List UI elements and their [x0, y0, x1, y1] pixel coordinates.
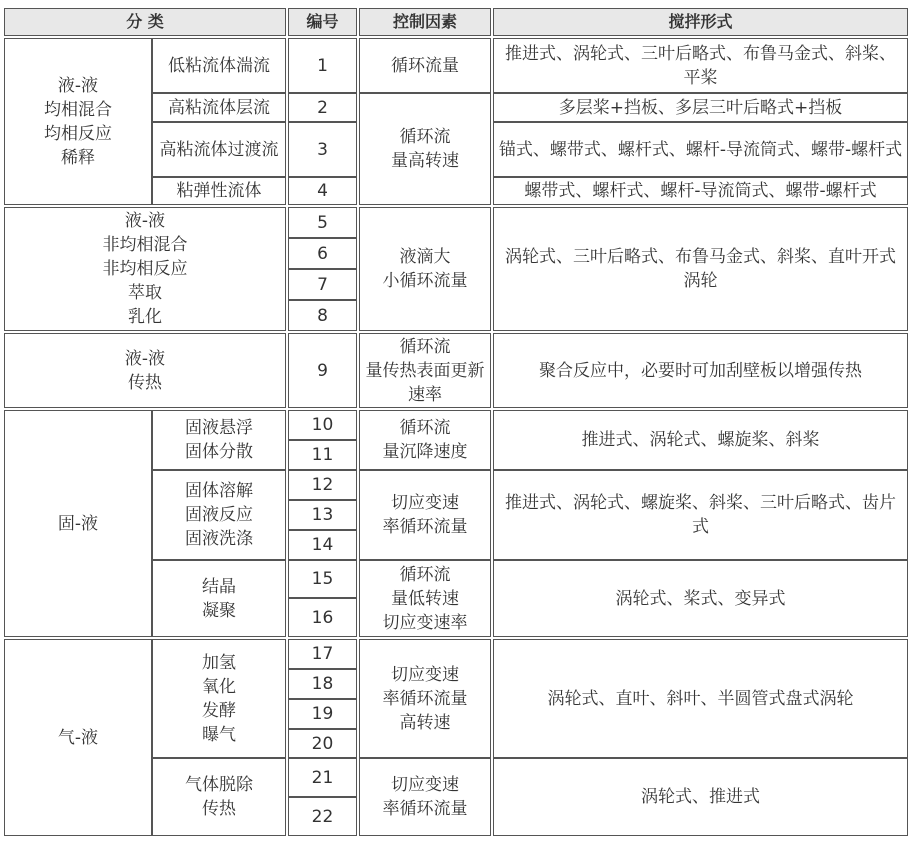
subcategory-cell-text: 固体溶解 固液反应 固液洗涤 — [185, 481, 253, 549]
number-cell-text: 4 — [317, 181, 328, 201]
header-category-text: 分 类 — [126, 12, 164, 31]
subcategory-cell — [152, 758, 286, 836]
header-control-text: 控制因素 — [392, 12, 457, 31]
subcategory-cell-text: 加氢 氧化 发酵 曝气 — [202, 652, 236, 745]
category-cell-text: 气-液 — [57, 727, 99, 748]
mixer-cell-text: 涡轮式、三叶后略式、布鲁马金式、斜桨、直叶开式涡轮 — [505, 247, 896, 291]
subcategory-cell — [152, 122, 286, 177]
mixer-cell — [493, 207, 908, 331]
number-cell — [288, 530, 357, 560]
number-cell — [288, 207, 357, 238]
number-cell-text: 5 — [317, 212, 328, 233]
category-cell — [4, 333, 286, 408]
mixer-cell — [493, 639, 908, 758]
header-number-text: 编号 — [306, 12, 339, 31]
number-cell — [288, 470, 357, 500]
number-cell-text: 9 — [317, 360, 328, 381]
mixer-cell — [493, 758, 908, 836]
number-cell — [288, 729, 357, 758]
number-cell-text: 14 — [311, 535, 334, 555]
category-cell — [4, 38, 152, 205]
number-cell-text: 13 — [311, 505, 334, 525]
number-cell — [288, 758, 357, 797]
mixer-cell-text: 螺带式、螺杆式、螺杆-导流筒式、螺带-螺杆式 — [524, 181, 877, 201]
number-cell — [288, 238, 357, 269]
mixer-cell-text: 聚合反应中，必要时可加刮壁板以增强传热 — [539, 360, 862, 381]
control-cell-text: 循环流 量低转速 切应变速率 — [382, 564, 468, 633]
number-cell — [288, 333, 357, 408]
subcategory-cell-text: 气体脱除 传热 — [185, 775, 253, 819]
number-cell — [288, 410, 357, 440]
number-cell — [288, 699, 357, 729]
number-cell — [288, 177, 357, 205]
subcategory-cell — [152, 410, 286, 470]
control-cell-text: 循环流量 — [391, 55, 459, 76]
mixer-cell-text: 推进式、涡轮式、三叶后略式、布鲁马金式、斜桨、平桨 — [505, 43, 896, 88]
number-cell-text: 16 — [311, 607, 334, 628]
subcategory-cell — [152, 639, 286, 758]
mixer-cell-text: 锚式、螺带式、螺杆式、螺杆-导流筒式、螺带-螺杆式 — [498, 139, 903, 160]
subcategory-cell-text: 固液悬浮 固体分散 — [185, 418, 253, 462]
category-cell-text: 固-液 — [57, 513, 99, 534]
control-cell — [359, 410, 491, 470]
number-cell — [288, 669, 357, 699]
number-cell — [288, 38, 357, 93]
control-cell-text: 液滴大 小循环流量 — [382, 247, 468, 291]
mixer-cell — [493, 470, 908, 560]
number-cell-text: 2 — [317, 97, 328, 118]
subcategory-cell — [152, 93, 286, 122]
subcategory-cell-text: 结晶 凝聚 — [202, 576, 236, 621]
number-cell-text: 1 — [317, 55, 328, 76]
mixer-cell — [493, 122, 908, 177]
mixer-cell — [493, 333, 908, 408]
number-cell — [288, 269, 357, 300]
mixer-cell — [493, 177, 908, 205]
subcategory-cell-text: 粘弹性流体 — [176, 181, 262, 201]
header-number — [288, 8, 357, 36]
mixer-cell-text: 涡轮式、直叶、斜叶、半圆管式盘式涡轮 — [547, 688, 854, 709]
category-cell-text: 液-液 均相混合 均相反应 稀释 — [44, 75, 112, 168]
header-mixer-text: 搅拌形式 — [668, 12, 733, 31]
subcategory-cell-text: 低粘流体湍流 — [168, 55, 270, 76]
number-cell-text: 19 — [311, 704, 334, 724]
control-cell — [359, 758, 491, 836]
mixer-cell-text: 推进式、涡轮式、螺旋桨、斜桨、三叶后略式、齿片式 — [505, 493, 896, 537]
number-cell-text: 8 — [317, 305, 328, 326]
subcategory-cell — [152, 560, 286, 637]
subcategory-cell — [152, 177, 286, 205]
control-cell — [359, 93, 491, 205]
number-cell — [288, 93, 357, 122]
subcategory-cell — [152, 38, 286, 93]
control-cell-text: 循环流 量传热表面更新 速率 — [365, 336, 485, 405]
control-cell-text: 切应变速 率循环流量 — [382, 775, 468, 819]
subcategory-cell — [152, 470, 286, 560]
control-cell — [359, 333, 491, 408]
category-cell — [4, 639, 152, 836]
control-cell-text: 切应变速 率循环流量 — [382, 493, 468, 537]
control-cell — [359, 207, 491, 331]
category-cell-text: 液-液 非均相混合 非均相反应 萃取 乳化 — [102, 211, 188, 327]
control-cell — [359, 38, 491, 93]
subcategory-cell-text: 高粘流体层流 — [168, 97, 270, 118]
number-cell-text: 7 — [317, 274, 328, 295]
number-cell-text: 10 — [311, 415, 334, 435]
control-cell — [359, 470, 491, 560]
number-cell-text: 17 — [311, 644, 334, 664]
mixer-cell-text: 多层桨+挡板、多层三叶后略式+挡板 — [558, 97, 843, 118]
subcategory-cell-text: 高粘流体过渡流 — [159, 139, 279, 160]
number-cell-text: 22 — [311, 806, 334, 827]
number-cell — [288, 598, 357, 637]
header-control — [359, 8, 491, 36]
category-cell — [4, 207, 286, 331]
header-category — [4, 8, 286, 36]
number-cell — [288, 122, 357, 177]
number-cell-text: 21 — [311, 767, 334, 788]
control-cell-text: 循环流 量高转速 — [391, 127, 459, 171]
number-cell-text: 11 — [311, 445, 334, 465]
number-cell — [288, 300, 357, 331]
number-cell-text: 12 — [311, 475, 334, 495]
number-cell — [288, 500, 357, 530]
header-mixer — [493, 8, 908, 36]
category-cell — [4, 410, 152, 637]
control-cell — [359, 560, 491, 637]
control-cell-text: 循环流 量沉降速度 — [382, 418, 468, 462]
number-cell-text: 18 — [311, 674, 334, 694]
mixer-cell-text: 涡轮式、推进式 — [641, 787, 760, 807]
mixer-cell-text: 涡轮式、桨式、变异式 — [615, 588, 786, 609]
number-cell-text: 6 — [317, 243, 328, 264]
number-cell-text: 20 — [311, 733, 334, 754]
mixer-cell-text: 推进式、涡轮式、螺旋桨、斜桨 — [581, 430, 820, 450]
mixer-cell — [493, 38, 908, 93]
number-cell — [288, 440, 357, 470]
number-cell — [288, 639, 357, 669]
control-cell-text: 切应变速 率循环流量 高转速 — [382, 664, 468, 733]
mixer-cell — [493, 560, 908, 637]
number-cell-text: 3 — [317, 139, 328, 160]
number-cell-text: 15 — [311, 569, 334, 589]
mixer-cell — [493, 410, 908, 470]
number-cell — [288, 797, 357, 836]
number-cell — [288, 560, 357, 598]
mixer-cell — [493, 93, 908, 122]
category-cell-text: 液-液 传热 — [124, 348, 166, 393]
control-cell — [359, 639, 491, 758]
